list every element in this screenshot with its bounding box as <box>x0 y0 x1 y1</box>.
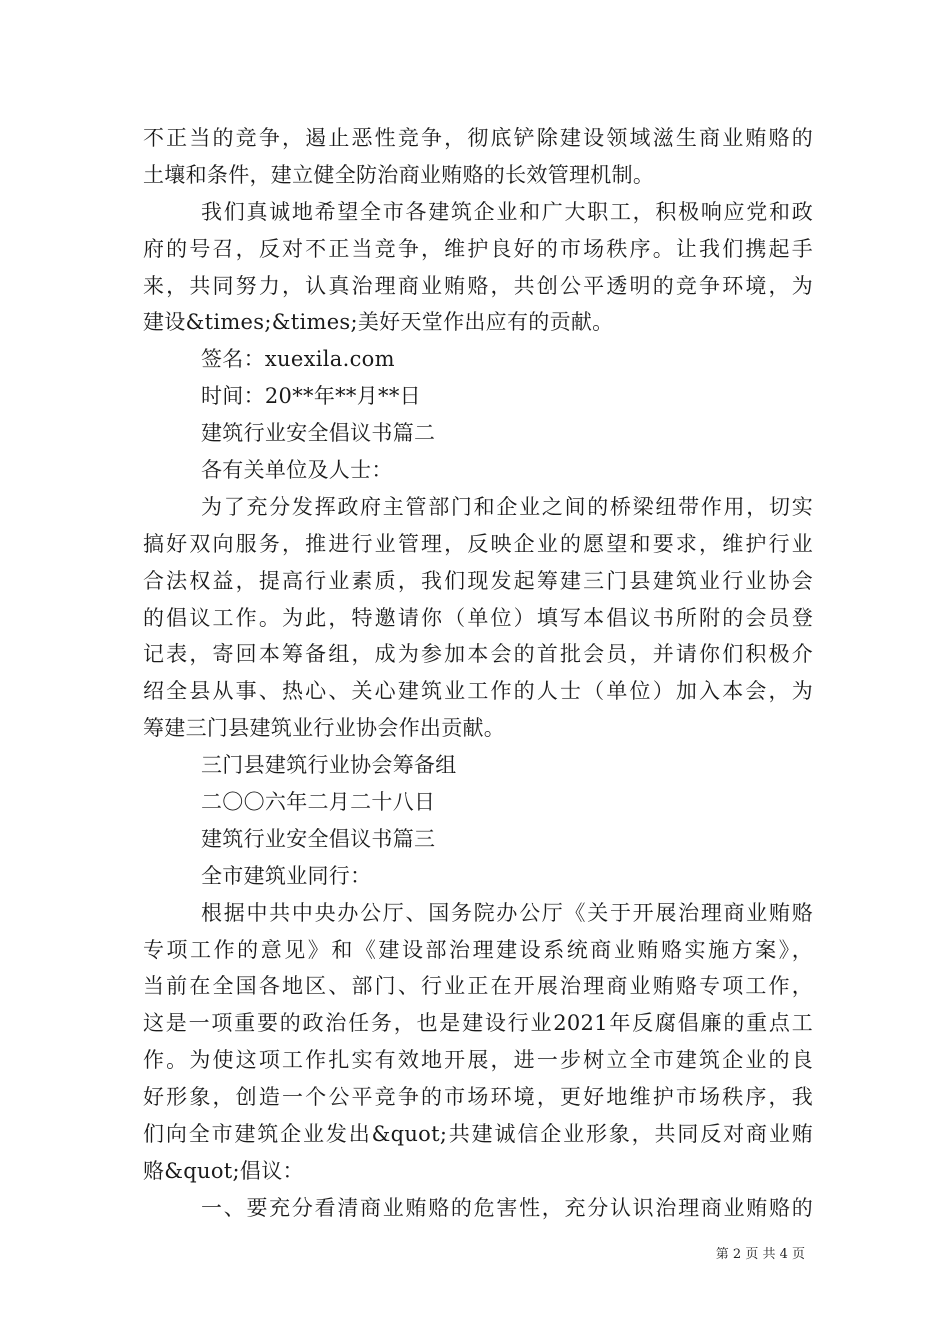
text-line: 建筑行业安全倡议书篇三 <box>201 826 436 851</box>
text-line: 这是一项重要的政治任务，也是建设行业2021年反腐倡廉的重点工 <box>143 1011 813 1036</box>
text-line: 的倡议工作。为此，特邀请你（单位）填写本倡议书所附的会员登 <box>143 605 813 630</box>
text-line: 我们真诚地希望全市各建筑企业和广大职工，积极响应党和政 <box>201 199 813 224</box>
text-line: 当前在全国各地区、部门、行业正在开展治理商业贿赂专项工作， <box>143 974 813 999</box>
page-number: 第 2 页 共 4 页 <box>715 1247 805 1262</box>
text-line: 们向全市建筑企业发出&quot;共建诚信企业形象，共同反对商业贿 <box>143 1122 813 1147</box>
text-line: 府的号召，反对不正当竞争，维护良好的市场秩序。让我们携起手 <box>143 236 813 261</box>
text-line: 时间：20**年**月**日 <box>201 384 421 409</box>
text-line: 来，共同努力，认真治理商业贿赂，共创公平透明的竞争环境，为 <box>143 273 813 298</box>
text-line: 搞好双向服务，推进行业管理，反映企业的愿望和要求，维护行业 <box>143 531 813 556</box>
text-line: 赂&quot;倡议： <box>143 1158 304 1183</box>
text-line: 签名：xuexila.com <box>201 347 395 372</box>
text-line: 全市建筑业同行： <box>201 863 372 888</box>
document-body <box>143 120 813 1227</box>
text-line: 绍全县从事、热心、关心建筑业工作的人士（单位）加入本会，为 <box>143 679 813 704</box>
text-line: 为了充分发挥政府主管部门和企业之间的桥梁纽带作用，切实 <box>201 494 813 519</box>
text-line: 二〇〇六年二月二十八日 <box>201 790 436 815</box>
text-line: 建筑行业安全倡议书篇二 <box>201 421 436 446</box>
text-line: 土壤和条件，建立健全防治商业贿赂的长效管理机制。 <box>143 162 655 187</box>
text-line: 根据中共中央办公厅、国务院办公厅《关于开展治理商业贿赂 <box>201 900 813 925</box>
text-line: 专项工作的意见》和《建设部治理建设系统商业贿赂实施方案》， <box>143 937 813 962</box>
text-line: 筹建三门县建筑业行业协会作出贡献。 <box>143 716 506 741</box>
text-line: 一、要充分看清商业贿赂的危害性，充分认识治理商业贿赂的 <box>201 1195 813 1220</box>
text-line: 建设&times;&times;美好天堂作出应有的贡献。 <box>143 310 614 335</box>
text-line: 好形象，创造一个公平竞争的市场环境，更好地维护市场秩序，我 <box>143 1085 813 1110</box>
text-line: 各有关单位及人士： <box>201 458 393 483</box>
text-line: 三门县建筑行业协会筹备组 <box>201 753 457 778</box>
text-line: 作。为使这项工作扎实有效地开展，进一步树立全市建筑企业的良 <box>143 1048 813 1073</box>
text-line: 不正当的竞争，遏止恶性竞争，彻底铲除建设领域滋生商业贿赂的 <box>143 126 813 150</box>
text-line: 记表，寄回本筹备组，成为参加本会的首批会员，并请你们积极介 <box>143 642 813 667</box>
text-line: 合法权益，提高行业素质，我们现发起筹建三门县建筑业行业协会 <box>143 568 813 593</box>
